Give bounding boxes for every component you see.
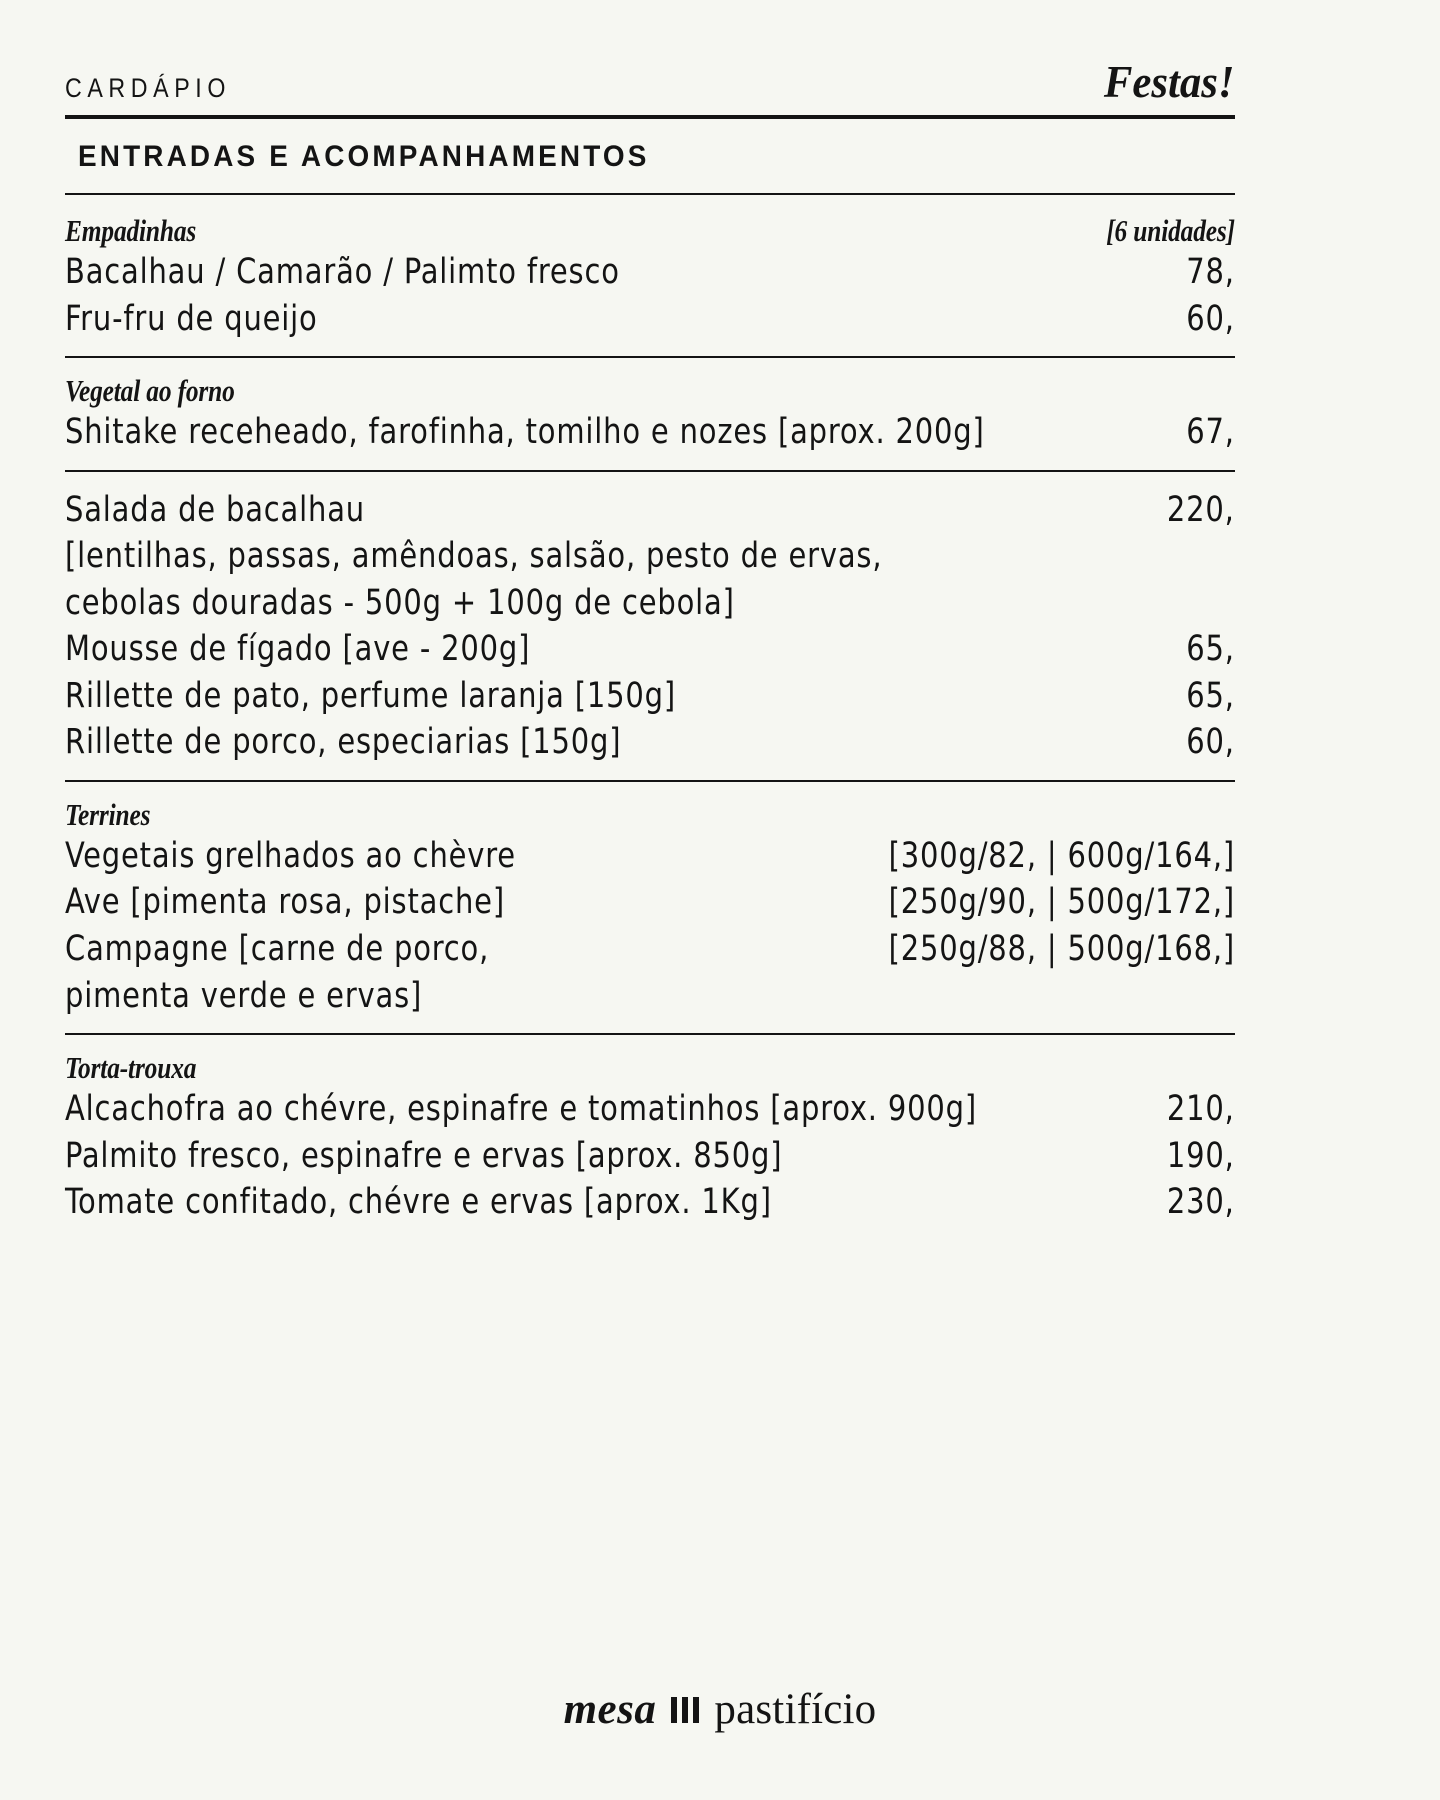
menu-item-name: Salada de bacalhau [65, 489, 365, 530]
bars-icon [671, 1697, 699, 1723]
menu-item-name: Bacalhau / Camarão / Palimto fresco [65, 252, 620, 292]
menu-block-empadinhas [65, 195, 1235, 356]
menu-item-row [65, 1133, 1235, 1180]
menu-item-description: cebolas douradas - 500g + 100g de cebola] [65, 582, 735, 623]
block-heading: Torta-trouxa [65, 1050, 197, 1086]
menu-item-row [65, 833, 1235, 880]
block-heading-row [65, 213, 1235, 249]
occasion-title: Festas! [1104, 56, 1235, 107]
menu-item-row [65, 879, 1235, 926]
menu-item-description: pimenta verde e ervas] [65, 975, 423, 1016]
menu-block-terrines [65, 782, 1235, 1033]
brand-name-secondary: pastifício [714, 1686, 877, 1733]
brand-name-primary: mesa [563, 1686, 657, 1733]
menu-item-name: Campagne [carne de porco, [65, 929, 490, 970]
menu-item-price: [300g/82, | 600g/164,] [888, 835, 1235, 876]
menu-item-price: [250g/90, | 500g/172,] [888, 882, 1235, 923]
menu-item-row [65, 926, 1235, 973]
block-heading: Vegetal ao forno [65, 373, 235, 409]
menu-item-row [65, 409, 1235, 456]
menu-item-row [65, 719, 1235, 766]
menu-item-price: 60, [1186, 298, 1235, 339]
section-title: ENTRADAS E ACOMPANHAMENTOS [78, 140, 650, 173]
menu-item-name: Shitake receheado, farofinha, tomilho e nozes [aprox. 200g] [65, 412, 985, 453]
menu-item-price: 65, [1186, 675, 1235, 716]
menu-item-name: Alcachofra ao chévre, espinafre e tomatinhos [aprox. 900g] [65, 1089, 977, 1130]
menu-item-name: Palmito fresco, espinafre e ervas [aprox. 850g] [65, 1135, 783, 1176]
masthead [65, 55, 1235, 115]
brand-logo [0, 1685, 1440, 1734]
menu-item-row [65, 249, 1235, 296]
menu-item-price: 65, [1186, 629, 1235, 670]
menu-item-price: 67, [1186, 412, 1235, 453]
menu-block-salada-e-rillettes [65, 472, 1235, 780]
menu-item-name: Vegetais grelhados ao chèvre [65, 835, 516, 876]
block-heading-row [65, 797, 1235, 833]
block-heading-note: [6 unidades] [1106, 213, 1235, 248]
menu-item-price: [250g/88, | 500g/168,] [888, 929, 1235, 970]
menu-item-name: Ave [pimenta rosa, pistache] [65, 882, 505, 923]
menu-item-row [65, 673, 1235, 720]
menu-item-price: 210, [1167, 1089, 1235, 1130]
menu-item-row [65, 1086, 1235, 1133]
menu-item-name: Tomate confitado, chévre e ervas [aprox. 1Kg] [65, 1182, 772, 1223]
menu-item-name: Rillette de porco, especiarias [150g] [65, 722, 622, 763]
menu-item-name: Rillette de pato, perfume laranja [150g] [65, 675, 677, 716]
menu-item-price: 78, [1186, 252, 1235, 292]
menu-item-row [65, 1179, 1235, 1226]
page-eyebrow: CARDÁPIO [65, 73, 232, 103]
menu-block-vegetal-ao-forno [65, 358, 1235, 470]
menu-item-row [65, 626, 1235, 673]
menu-item-row [65, 296, 1235, 343]
block-heading: Empadinhas [65, 213, 197, 248]
menu-item-price: 230, [1167, 1182, 1235, 1223]
block-heading: Terrines [65, 796, 151, 832]
block-heading-row [65, 1050, 1235, 1086]
menu-item-row [65, 487, 1235, 534]
menu-item-description: [lentilhas, passas, amêndoas, salsão, pesto de ervas, [65, 536, 883, 577]
menu-item-price: 190, [1167, 1135, 1235, 1176]
menu-item-price: 60, [1186, 722, 1235, 763]
menu-block-torta-trouxa [65, 1035, 1235, 1240]
menu-item-price: 220, [1167, 489, 1235, 530]
menu-item-name: Fru-fru de queijo [65, 298, 318, 339]
menu-item-name: Mousse de fígado [ave - 200g] [65, 629, 531, 670]
block-heading-row [65, 373, 1235, 409]
